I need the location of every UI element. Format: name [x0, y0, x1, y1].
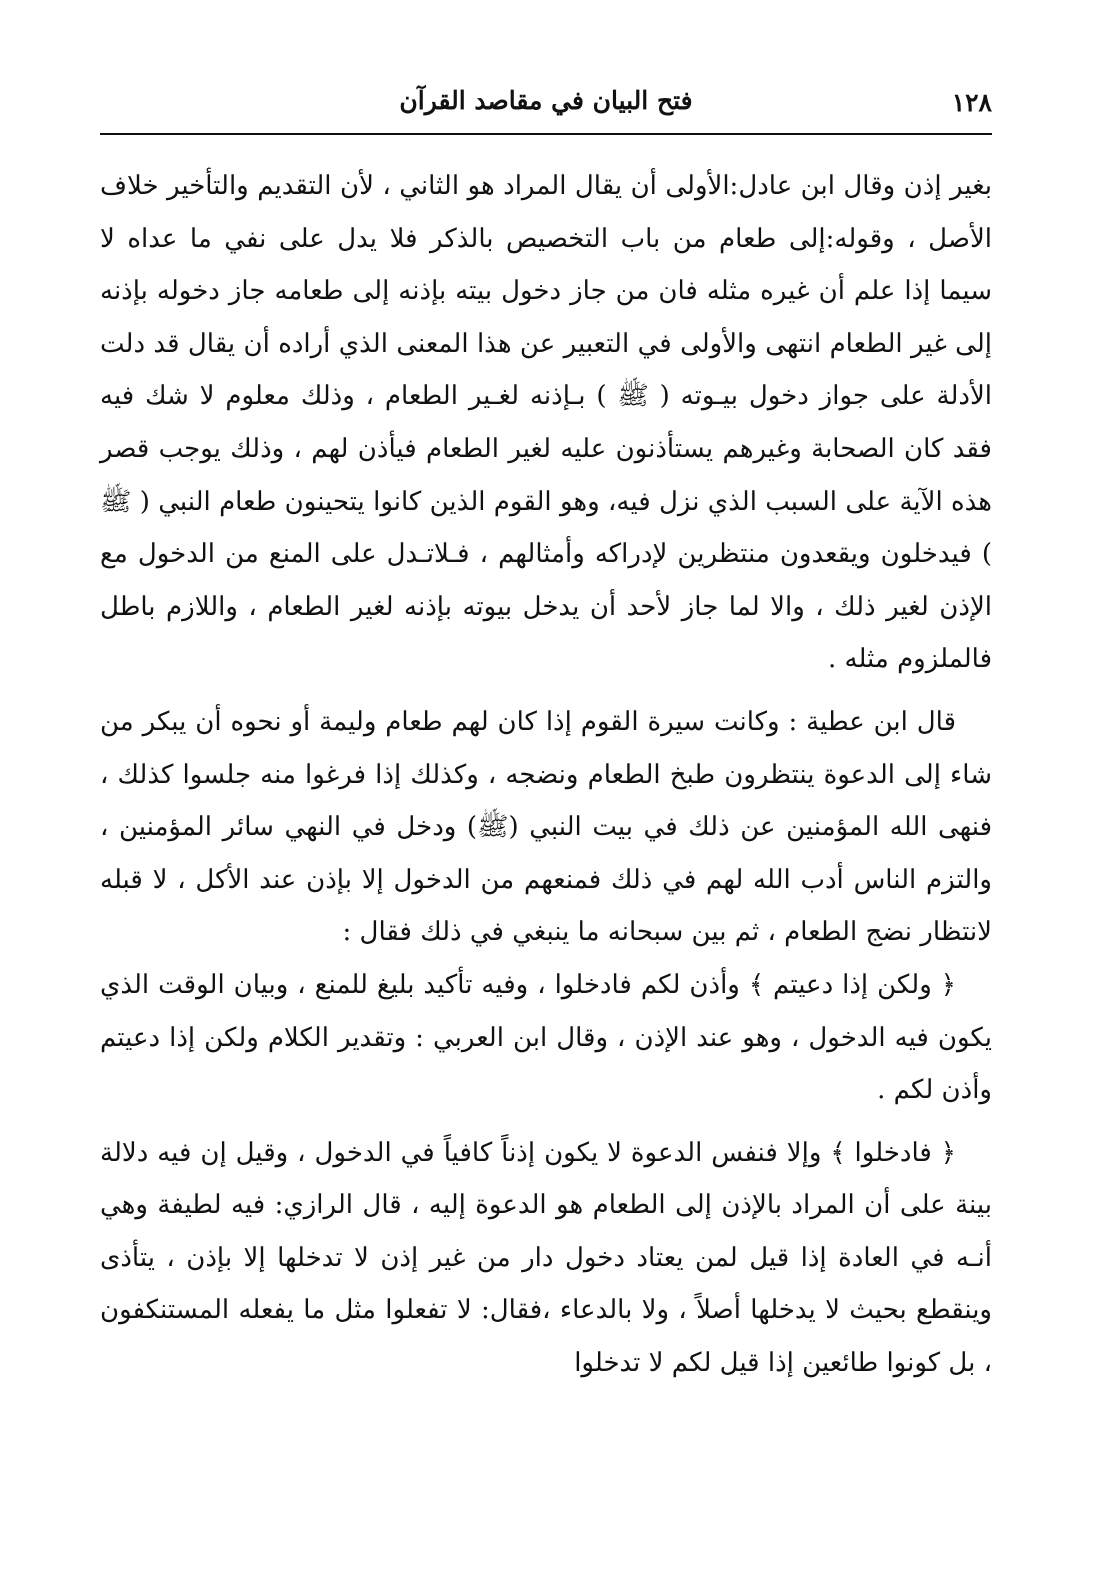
page-header: [100, 82, 992, 128]
body-text: [100, 160, 992, 1390]
header-rule: [100, 133, 992, 135]
paragraph-3: ﴿ ولكن إذا دعيتم ﴾ وأذن لكم فادخلوا ، وفيه تأكيد بليغ للمنع ، وبيان الوقت الذي يكون فيه الدخول ، وهو عند الإذن ، وقال ابن العربي : وتقدير الكلام ولكن إذا دعيتم وأذن لكم .: [100, 969, 992, 1106]
paragraph-1: بغير إذن وقال ابن عادل:الأولى أن يقال المراد هو الثاني ، لأن التقديم والتأخير خلاف الأصل ، وقوله:إلى طعام من باب التخصيص بالذكر فلا يدل على نفي ما عداه لا سيما إذا علم أن غيره مثله فان من جاز دخول بيته بإذنه إلى طعامه جاز دخوله بإذنه إلى غير الطعام انتهى والأولى في التعبير عن هذا المعنى الذي أراده أن يقال قد دلت الأدلة على جواز دخول بيـوته ( ﷺ ) بـإذنه لغـير الطعام ، وذلك معلوم لا شك فيه فقد كان الصحابة وغيرهم يستأذنون عليه لغير الطعام فيأذن لهم ، وذلك يوجب قصر هذه الآية على السبب الذي نزل فيه، وهو القوم الذين كانوا يتحينون طعام النبي ( ﷺ ) فيدخلون ويقعدون منتظرين لإدراكه وأمثالهم ، فـلاتـدل على المنع من الدخول مع الإذن لغير ذلك ، والا لما جاز لأحد أن يدخل بيوته بإذنه لغير الطعام ، واللازم باطل فالملزوم مثله .: [100, 171, 992, 675]
paragraph-4: ﴿ فادخلوا ﴾ وإلا فنفس الدعوة لا يكون إذناً كافياً في الدخول ، وقيل إن فيه دلالة بينة على أن المراد بالإذن إلى الطعام هو الدعوة إليه ، قال الرازي: فيه لطيفة وهي أنـه في العادة إذا قيل لمن يعتاد دخول دار من غير إذن لا تدخلها إلا بإذن ، يتأذى وينقطع بحيث لا يدخلها أصلاً ، ولا بالدعاء ،فقال: لا تفعلوا مثل ما يفعله المستنكفون ، بل كونوا طائعين إذا قيل لكم لا تدخلوا: [100, 1137, 992, 1379]
paragraph-2: قال ابن عطية : وكانت سيرة القوم إذا كان لهم طعام وليمة أو نحوه أن يبكر من شاء إلى الدعوة ينتظرون طبخ الطعام ونضجه ، وكذلك إذا فرغوا منه جلسوا كذلك ، فنهى الله المؤمنين عن ذلك في بيت النبي (ﷺ) ودخل في النهي سائر المؤمنين ، والتزم الناس أدب الله لهم في ذلك فمنعهم من الدخول إلا بإذن عند الأكل ، لا قبله لانتظار نضج الطعام ، ثم بين سبحانه ما ينبغي في ذلك فقال :: [100, 706, 992, 948]
running-title: فتح البيان في مقاصد القرآن: [399, 86, 693, 115]
page-number: ١٢٨: [951, 88, 992, 117]
